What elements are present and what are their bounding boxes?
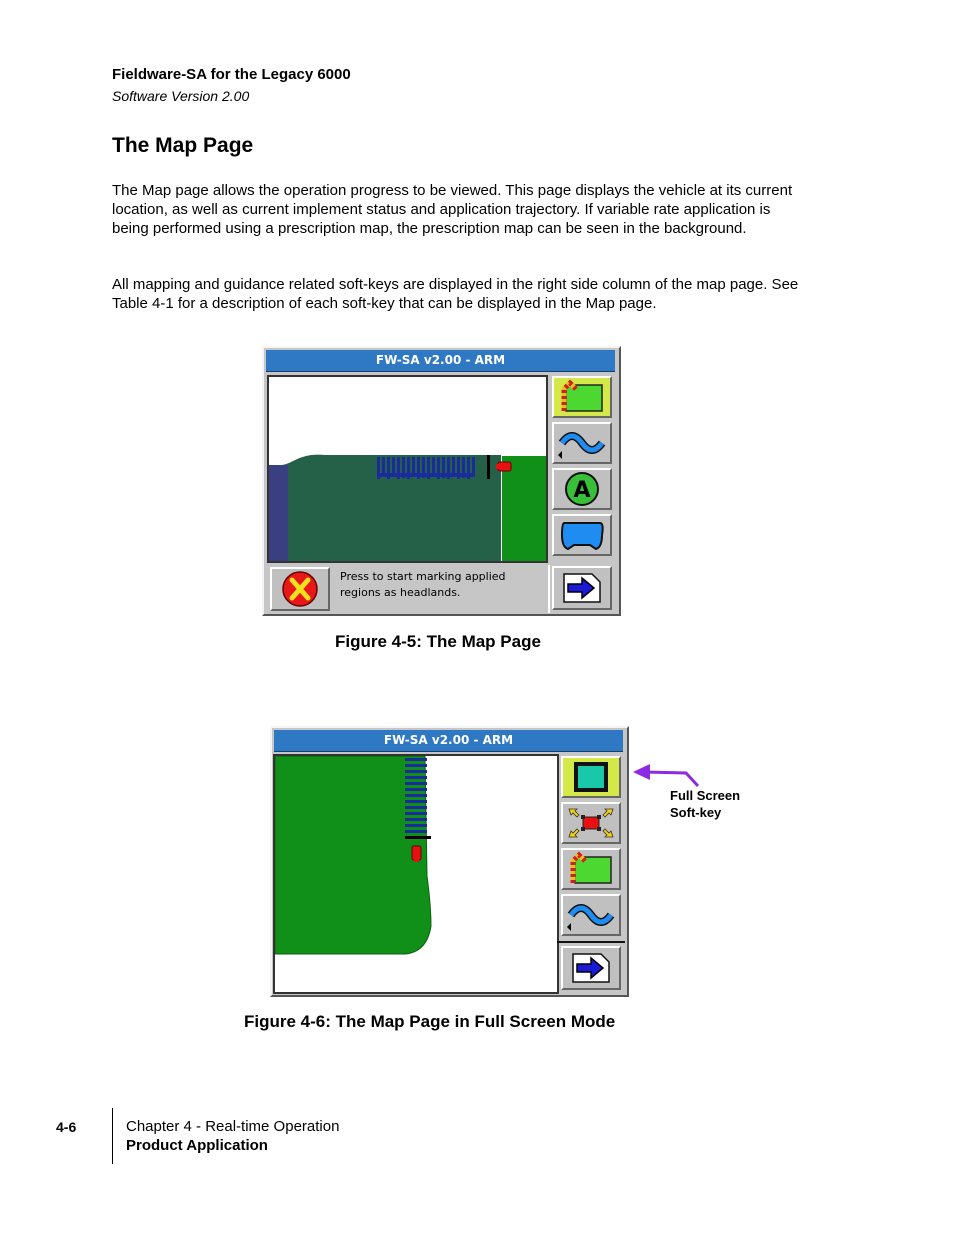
vehicle-icon — [496, 462, 511, 471]
cancel-softkey[interactable] — [270, 567, 330, 611]
next-page-softkey[interactable] — [561, 946, 621, 990]
pan-vehicle-softkey[interactable] — [561, 802, 621, 844]
svg-text:A: A — [573, 478, 591, 503]
full-screen-callout — [670, 787, 740, 821]
figure-4-6-caption: Figure 4-6: The Map Page in Full Screen Mode — [244, 1012, 616, 1031]
footer-chapter: Chapter 4 - Real-time Operation — [126, 1118, 340, 1135]
guidance-curve-icon — [565, 897, 617, 933]
map-canvas — [269, 377, 546, 561]
guidance-curve-icon — [556, 425, 608, 461]
full-screen-map-view[interactable] — [273, 754, 559, 994]
map-view[interactable] — [267, 375, 548, 563]
boundary-softkey[interactable] — [561, 848, 621, 890]
guidance-curve-softkey[interactable] — [552, 422, 612, 464]
full-screen-map-screenshot — [270, 726, 629, 997]
full-screen-icon — [565, 759, 617, 795]
footer-section: Product Application — [126, 1137, 268, 1154]
softkey-paragraph: All mapping and guidance related soft-keys are displayed in the right side column of the map page. See Table 4-1 for a description of each soft-key that can be displayed in the Map page. — [112, 276, 799, 312]
map-page-screenshot — [262, 346, 621, 616]
next-page-icon — [560, 570, 604, 606]
callout-line-1: Full Screen — [670, 788, 741, 803]
document-title: Fieldware-SA for the Legacy 6000 — [112, 66, 351, 83]
boundary-icon — [565, 851, 617, 887]
pan-vehicle-icon — [565, 805, 617, 841]
message-bar — [266, 565, 550, 613]
boundary-icon — [556, 379, 608, 415]
cancel-x-icon — [280, 569, 320, 609]
vehicle-icon — [412, 846, 421, 862]
next-page-softkey[interactable] — [552, 566, 612, 610]
guidance-a-point-icon — [556, 471, 608, 507]
screen-titlebar: FW-SA v2.00 - ARM — [274, 730, 623, 752]
section-heading: The Map Page — [112, 134, 254, 157]
screen-titlebar: FW-SA v2.00 - ARM — [266, 350, 615, 372]
guidance-curve-softkey[interactable] — [561, 894, 621, 936]
field-outline-softkey[interactable] — [552, 514, 612, 556]
intro-paragraph: The Map page allows the operation progress to be viewed. This page displays the vehicle at its current location, as well as current implement status and application trajectory. If variable rate application is being performed using a prescription map, the prescription map can be seen in the background. — [112, 182, 793, 237]
callout-line-2: Soft-key — [670, 805, 722, 820]
footer-divider — [112, 1108, 113, 1164]
figure-4-5-caption: Figure 4-5: The Map Page — [335, 632, 541, 651]
field-outline-icon — [556, 517, 608, 553]
boundary-softkey[interactable] — [552, 376, 612, 418]
next-page-icon — [569, 950, 613, 986]
softkey-divider — [557, 941, 625, 943]
page-number: 4-6 — [56, 1119, 77, 1135]
guidance-a-point-softkey[interactable] — [552, 468, 612, 510]
full-screen-softkey[interactable] — [561, 756, 621, 798]
map-canvas — [275, 756, 557, 992]
document-version: Software Version 2.00 — [112, 88, 250, 104]
message-text: Press to start marking applied regions as headlands. — [340, 570, 506, 599]
